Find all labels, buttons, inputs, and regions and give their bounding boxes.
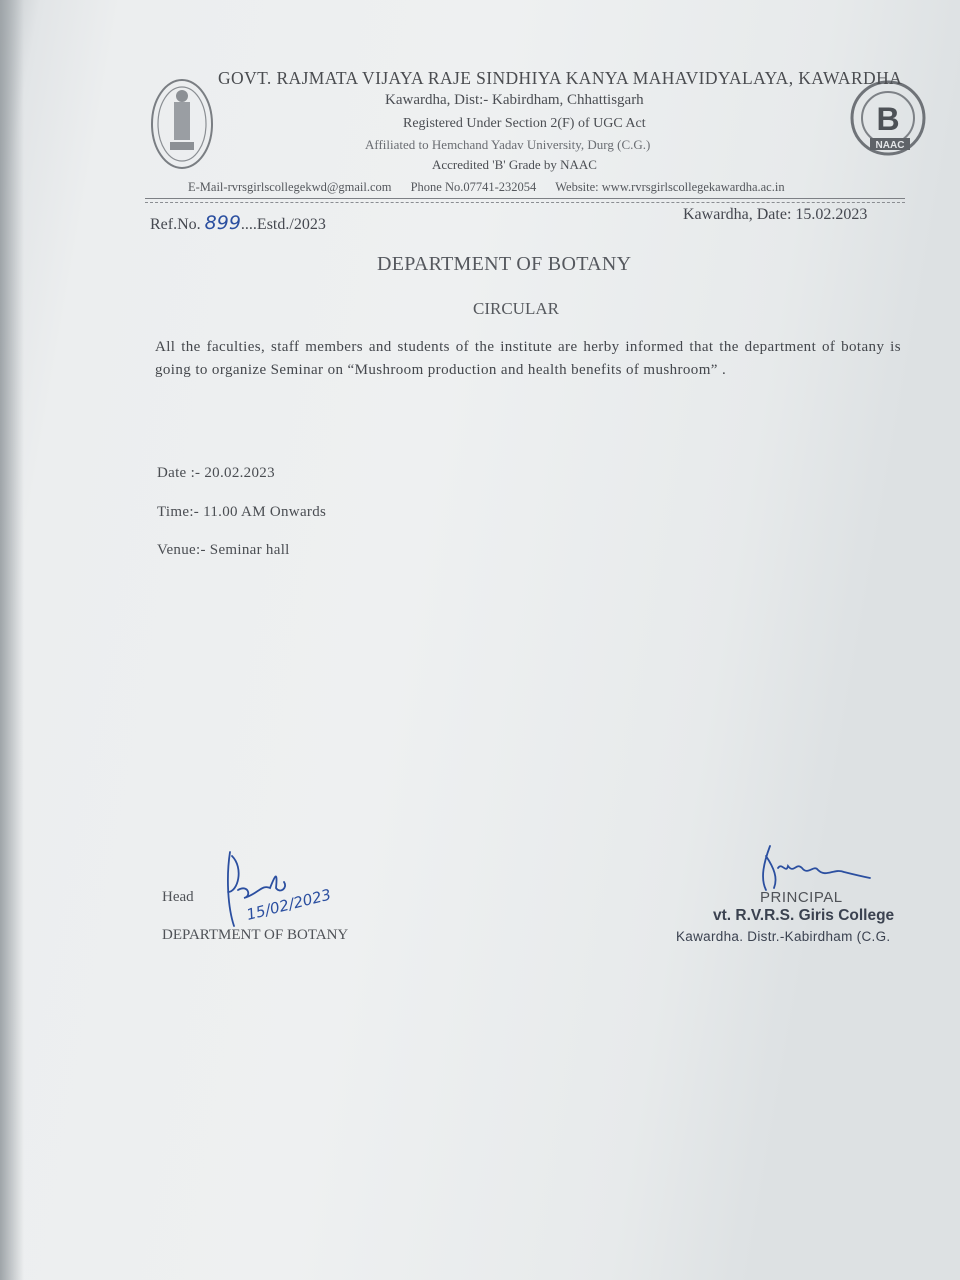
seminar-venue: Venue:- Seminar hall: [157, 542, 290, 558]
circular-body: All the faculties, staff members and students of the institute are herby informed that the department of botany is going to organize Seminar on “Mushroom production and health benefits of mushroom” .: [155, 339, 901, 378]
issue-date: Kawardha, Date: 15.02.2023: [683, 206, 868, 223]
principal-title: PRINCIPAL: [760, 889, 843, 906]
seminar-time: Time:- 11.00 AM Onwards: [157, 504, 327, 520]
college-address: Kawardha, Dist:- Kabirdham, Chhattisgarh: [385, 92, 644, 108]
naac-accreditation: Accredited 'B' Grade by NAAC: [432, 157, 597, 172]
naac-grade-letter: B: [876, 101, 900, 137]
college-name: GOVT. RAJMATA VIJAYA RAJE SINDHIYA KANYA MAHAVIDYALAYA, KAWARDHA: [218, 68, 903, 88]
university-affiliation: Affiliated to Hemchand Yadav University, Durg (C.G.): [365, 137, 651, 152]
principal-stamp-location: Kawardha. Distr.-Kabirdham (C.G.: [676, 929, 891, 944]
contact-phone: Phone No.07741-232054: [410, 180, 537, 194]
head-signature-date: 15/02/2023: [244, 885, 333, 924]
department-title: DEPARTMENT OF BOTANY: [377, 253, 632, 275]
reference-prefix: Ref.No.: [150, 216, 201, 233]
contact-website: Website: www.rvrsgirlscollegekawardha.ac.in: [555, 180, 785, 194]
header-divider: [145, 198, 905, 199]
reference-suffix: ....Estd./2023: [240, 216, 326, 233]
reference-number: [150, 212, 326, 234]
document-type-heading: CIRCULAR: [473, 299, 559, 318]
naac-grade-badge-icon: [848, 78, 928, 158]
ugc-registration: Registered Under Section 2(F) of UGC Act: [403, 116, 646, 131]
contact-line: [188, 180, 801, 195]
header-divider-dashed: [145, 202, 905, 203]
head-title: Head: [162, 889, 194, 905]
head-signature: [218, 848, 348, 938]
seminar-date: Date :- 20.02.2023: [157, 465, 275, 481]
head-department: DEPARTMENT OF BOTANY: [162, 927, 349, 943]
contact-email: E-Mail-rvrsgirlscollegekwd@gmail.com: [188, 180, 392, 194]
reference-handwritten-number: 899: [204, 212, 241, 234]
principal-stamp-college: vt. R.V.R.S. Giris College: [713, 907, 895, 924]
naac-label: NAAC: [875, 140, 905, 151]
college-emblem-icon: [150, 76, 214, 172]
